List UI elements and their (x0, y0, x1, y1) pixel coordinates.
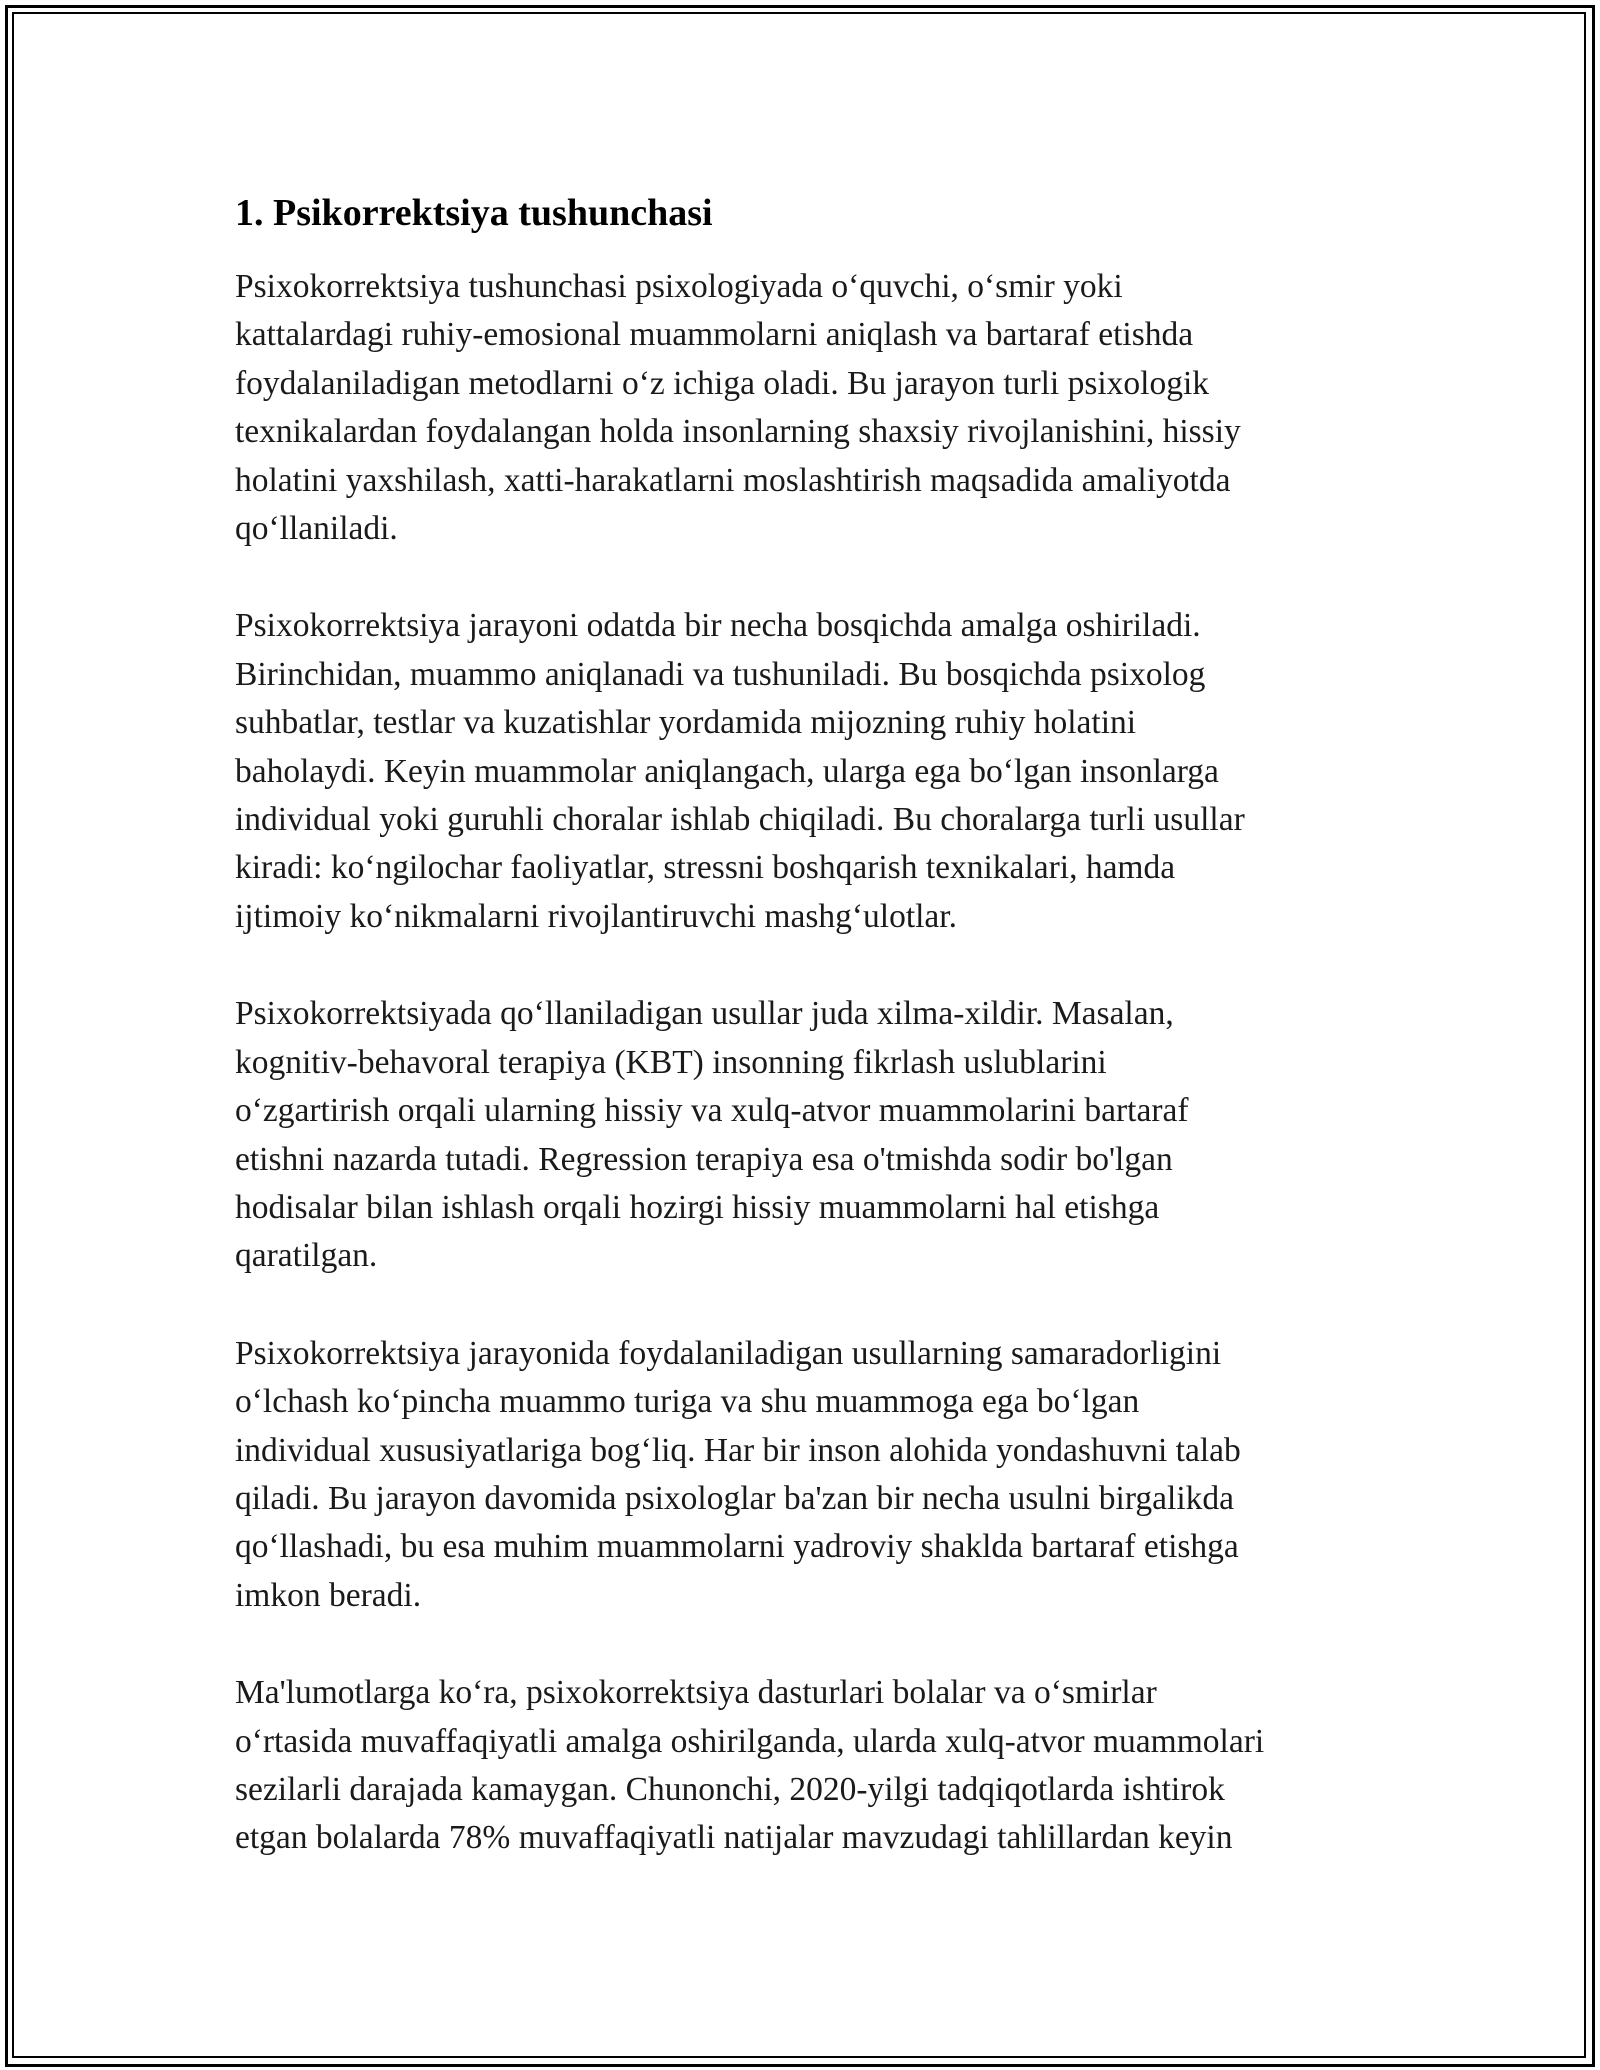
paragraph-5: Ma'lumotlarga ko‘ra, psixokorrektsiya dasturlari bolalar va o‘smirlar o‘rtasida muvaffaqiyatli amalga oshirilganda, ularda xulq-atvor muammolari sezilarli darajada kamaygan. Chunonchi, 2020-yilgi tadqiqotlarda ishtirok etgan bolalarda 78% muvaffaqiyatli natijalar mavzudagi tahlillardan keyin (235, 1674, 1265, 1857)
section-heading: 1. Psikorrektsiya tushunchasi (235, 192, 713, 234)
paragraph-2: Psixokorrektsiya jarayoni odatda bir necha bosqichda amalga oshiriladi. Birinchidan, muammo aniqlanadi va tushuniladi. Bu bosqichda psixolog suhbatlar, testlar va kuzatishlar yordamida mijozning ruhiy holatini baholaydi. Keyin muammolar aniqlangach, ularga ega bo‘lgan insonlarga individual yoki guruhli choralar ishlab chiqiladi. Bu choralarga turli usullar kiradi: ko‘ngilochar faoliyatlar, stressni boshqarish texnikalari, hamda ijtimoiy ko‘nikmalarni rivojlantiruvchi mashg‘ulotlar. (235, 607, 1245, 935)
paragraph-3: Psixokorrektsiyada qo‘llaniladigan usullar juda xilma-xildir. Masalan, kognitiv-behavoral terapiya (KBT) insonning fikrlash uslublarini o‘zgartirish orqali ularning hissiy va xulq-atvor muammolarini bartaraf etishni nazarda tutadi. Regression terapiya esa o'tmishda sodir bo'lgan hodisalar bilan ishlash orqali hozirgi hissiy muammolarni hal etishga qaratilgan. (235, 995, 1189, 1275)
document-body (235, 185, 1385, 1863)
paragraph-1: Psixokorrektsiya tushunchasi psixologiyada o‘quvchi, o‘smir yoki kattalardagi ruhiy-emosional muammolarni aniqlash va bartaraf etishda foydalaniladigan metodlarni o‘z ichiga oladi. Bu jarayon turli psixologik texnikalardan foydalangan holda insonlarning shaxsiy rivojlanishini, hissiy holatini yaxshilash, xatti-harakatlarni moslashtirish maqsadida amaliyotda qo‘llaniladi. (235, 268, 1241, 548)
paragraph-4: Psixokorrektsiya jarayonida foydalaniladigan usullarning samaradorligini o‘lchash ko‘pincha muammo turiga va shu muammoga ega bo‘lgan individual xususiyatlariga bog‘liq. Har bir inson alohida yondashuvni talab qiladi. Bu jarayon davomida psixologlar ba'zan bir necha usulni birgalikda qo‘llashadi, bu esa muhim muammolarni yadroviy shaklda bartaraf etishga imkon beradi. (235, 1334, 1241, 1614)
